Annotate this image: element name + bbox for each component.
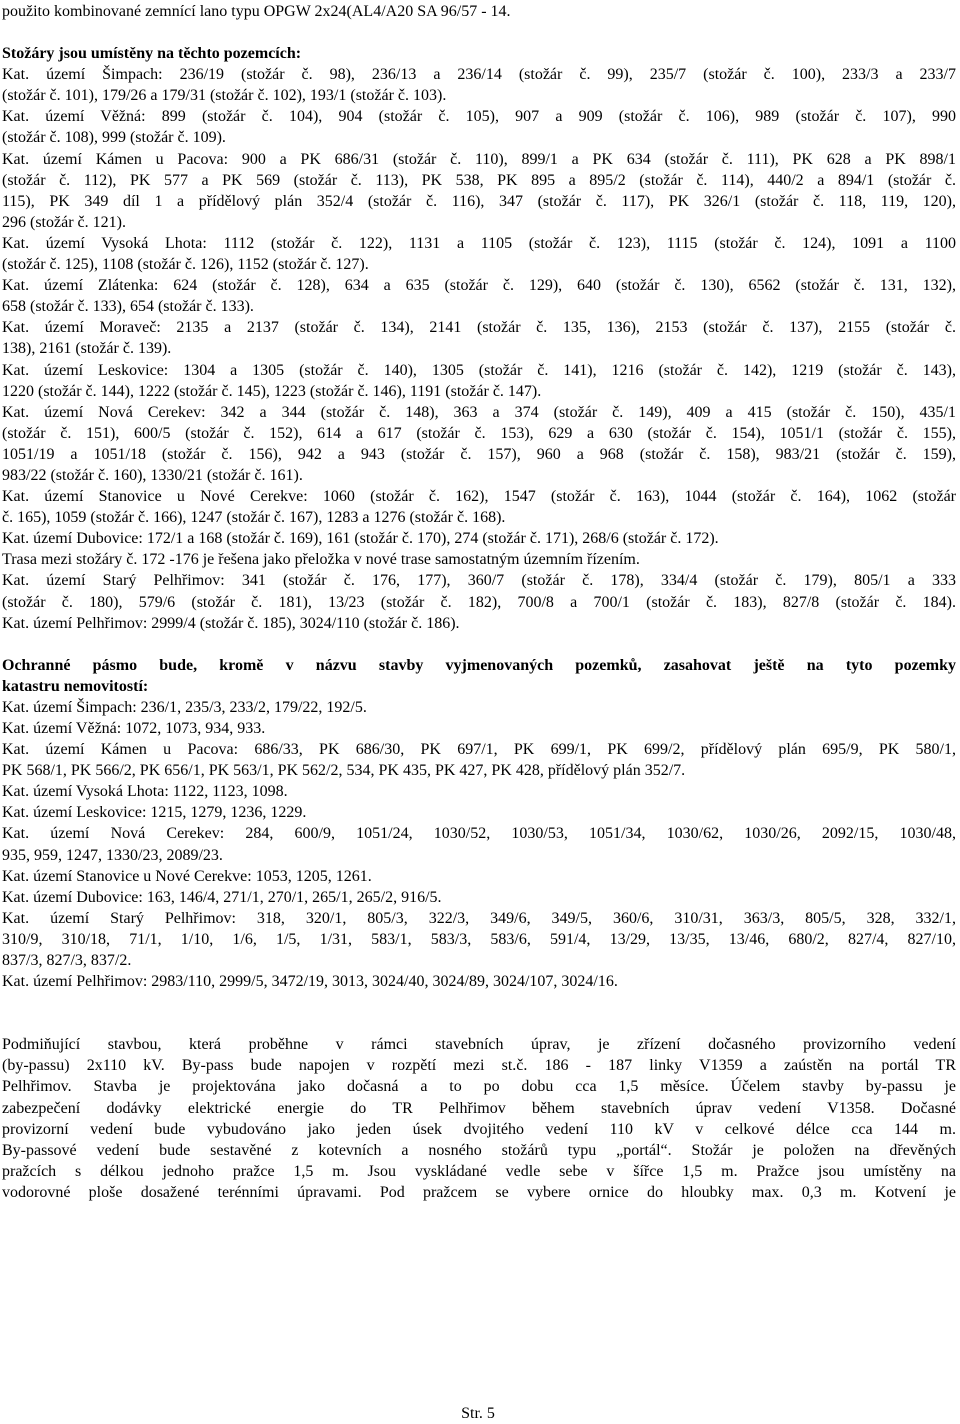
text-line: 310/9, 310/18, 71/1, 1/10, 1/6, 1/5, 1/31, 583/1, 583/3, 583/6, 591/4, 13/29, 13/35, 13/46, 680/2, 827/4, 827/10, bbox=[2, 930, 956, 948]
section-paragraph bbox=[2, 64, 956, 634]
text-line: 935, 959, 1247, 1330/23, 2089/23. bbox=[2, 846, 223, 864]
text-line: Kat. území Šimpach: 236/19 (stožár č. 98), 236/13 a 236/14 (stožár č. 99), 235/7 (stožár č. 100), 233/3 a 233/7 bbox=[2, 66, 956, 84]
text-line: (stožár č. 180), 579/6 (stožár č. 181), 13/23 (stožár č. 182), 700/8 a 700/1 (stožár č. 183), 827/8 (stožár č. 184). bbox=[2, 593, 956, 611]
text-line: Kat. území Pelhřimov: 2999/4 (stožár č. 185), 3024/110 (stožár č. 186). bbox=[2, 614, 460, 632]
text-line: 138), 2161 (stožár č. 139). bbox=[2, 340, 172, 358]
text-line: (stožár č. 151), 600/5 (stožár č. 152), 614 a 617 (stožár č. 153), 629 a 630 (stožár č. 154), 1051/1 (stožár č. 155), bbox=[2, 424, 956, 442]
text-line: 1220 (stožár č. 144), 1222 (stožár č. 145), 1223 (stožár č. 146), 1191 (stožár č. 147). bbox=[2, 382, 542, 400]
text-line: Kat. území Věžná: 1072, 1073, 934, 933. bbox=[2, 720, 266, 737]
section-bypass bbox=[2, 1034, 956, 1203]
text-line: Kat. území Starý Pelhřimov: 318, 320/1, 805/3, 322/3, 349/6, 349/5, 360/6, 310/31, 363/3, 805/5, 328, 332/1, bbox=[2, 909, 956, 927]
spacer bbox=[2, 22, 956, 43]
text-line: Kat. území Dubovice: 163, 146/4, 271/1, 270/1, 265/1, 265/2, 916/5. bbox=[2, 888, 442, 906]
text-line: Kat. území Věžná: 899 (stožár č. 104), 904 (stožár č. 105), 907 a 909 (stožár č. 106), 989 (stožár č. 107), 990 bbox=[2, 108, 956, 126]
text-line: zabezpečení dodávky elektrické energie do TR Pelhřimov během stavebních úprav vedení V1358. Dočasné bbox=[2, 1099, 956, 1117]
text-line: 1051/19 a 1051/18 (stožár č. 156), 942 a 943 (stožár č. 157), 960 a 968 (stožár č. 158), 983/21 (stožár č. 159), bbox=[2, 445, 956, 463]
text-line: Kat. území Dubovice: 172/1 a 168 (stožár č. 169), 161 (stožár č. 170), 274 (stožár č. 171), 268/6 (stožár č. 172). bbox=[2, 530, 719, 548]
text-line: Kat. území Vysoká Lhota: 1112 (stožár č. 122), 1131 a 1105 (stožár č. 123), 1115 (stožár č. 124), 1091 a 1100 bbox=[2, 234, 956, 252]
document-body bbox=[2, 1, 956, 1203]
text-line: 983/22 (stožár č. 160), 1330/21 (stožár č. 161). bbox=[2, 466, 303, 484]
spacer bbox=[2, 634, 956, 655]
text-line: (stožár č. 125), 1108 (stožár č. 126), 1152 (stožár č. 127). bbox=[2, 256, 369, 274]
text-line: Ochranné pásmo bude, kromě v názvu stavby vyjmenovaných pozemků, zasahovat ještě na tyto pozemky bbox=[2, 656, 956, 674]
text-line: Trasa mezi stožáry č. 172 -176 je řešena jako přeložka v nové trase samostatným územním řízením. bbox=[2, 551, 640, 569]
page-number: Str. 5 bbox=[461, 1405, 495, 1422]
text-line: vodorovné ploše dosažené terénními úpravami. Pod pražcem se vybere ornice do hloubky max. 0,3 m. Kotvení je bbox=[2, 1183, 956, 1201]
spacer bbox=[2, 1013, 956, 1034]
text-line: 296 (stožár č. 121). bbox=[2, 213, 126, 231]
text-line: PK 568/1, PK 566/2, PK 656/1, PK 563/1, PK 562/2, 534, PK 435, PK 427, PK 428, přídělový plán 352/7. bbox=[2, 762, 686, 780]
text-line: (stožár č. 108), 999 (stožár č. 109). bbox=[2, 129, 226, 147]
text-line: Kat. území Nová Cerekev: 284, 600/9, 1051/24, 1030/52, 1030/53, 1051/34, 1030/62, 1030/26, 2092/15, 1030/48, bbox=[2, 825, 956, 843]
section-paragraph bbox=[2, 1034, 956, 1203]
section-pylon-plots bbox=[2, 43, 956, 634]
text-line: Kat. území Kámen u Pacova: 900 a PK 686/31 (stožár č. 110), 899/1 a PK 634 (stožár č. 111), PK 628 a PK 898/1 bbox=[2, 150, 956, 168]
text-line: č. 165), 1059 (stožár č. 166), 1247 (stožár č. 167), 1283 a 1276 (stožár č. 168). bbox=[2, 509, 506, 527]
section-protection-zone bbox=[2, 655, 956, 993]
text-line: 837/3, 827/3, 837/2. bbox=[2, 952, 132, 970]
section-paragraph bbox=[2, 697, 956, 992]
text-line: By-passové vedení bude sestavěné z kotevních a nosného stožárů typu „portál“. Stožár je položen na dřevěných bbox=[2, 1141, 956, 1159]
text-line: 115), PK 349 díl 1 a přídělový plán 352/4 (stožár č. 116), 347 (stožár č. 117), PK 326/1 (stožár č. 118, 119, 120), bbox=[2, 192, 956, 210]
section-heading bbox=[2, 655, 956, 697]
text-line: Kat. území Vysoká Lhota: 1122, 1123, 1098. bbox=[2, 783, 288, 801]
text-line: katastru nemovitostí: bbox=[2, 677, 149, 695]
text-line: Kat. území Stanovice u Nové Cerekve: 1053, 1205, 1261. bbox=[2, 867, 372, 885]
text-line: (stožár č. 101), 179/26 a 179/31 (stožár č. 102), 193/1 (stožár č. 103). bbox=[2, 87, 447, 105]
text-line: Kat. území Moraveč: 2135 a 2137 (stožár č. 134), 2141 (stožár č. 135, 136), 2153 (stožár č. 137), 2155 (stožár č. bbox=[2, 319, 956, 337]
section-heading: Stožáry jsou umístěny na těchto pozemcích: bbox=[2, 45, 302, 63]
text-line: 658 (stožár č. 133), 654 (stožár č. 133). bbox=[2, 298, 254, 316]
text-line: Kat. území Pelhřimov: 2983/110, 2999/5, 3472/19, 3013, 3024/40, 3024/89, 3024/107, 3024/16. bbox=[2, 973, 618, 991]
text-line: Kat. území Nová Cerekev: 342 a 344 (stožár č. 148), 363 a 374 (stožár č. 149), 409 a 415 (stožár č. 150), 435/1 bbox=[2, 403, 956, 421]
text-line: Kat. území Stanovice u Nové Cerekve: 1060 (stožár č. 162), 1547 (stožár č. 163), 1044 (stožár č. 164), 1062 (stožár bbox=[2, 488, 956, 506]
text-line: (by-passu) 2x110 kV. By-pass bude napojen v rozpětí mezi st.č. 186 - 187 linky V1359 a zaústěn na portál TR bbox=[2, 1057, 956, 1075]
text-line: Kat. území Zlátenka: 624 (stožár č. 128), 634 a 635 (stožár č. 129), 640 (stožár č. 130), 6562 (stožár č. 131, 132), bbox=[2, 277, 956, 295]
intro-line: použito kombinované zemnící lano typu OPGW 2x24(AL4/A20 SA 96/57 - 14. bbox=[2, 3, 511, 20]
spacer bbox=[2, 992, 956, 1013]
text-line: Kat. území Šimpach: 236/1, 235/3, 233/2, 179/22, 192/5. bbox=[2, 698, 367, 716]
text-line: provizorní vedení bude vybudováno jako jeden úsek dvojitého vedení 110 kV v celkové délce cca 144 m. bbox=[2, 1120, 956, 1138]
text-line: (stožár č. 112), PK 577 a PK 569 (stožár č. 113), PK 538, PK 895 a 895/2 (stožár č. 114), 440/2 a 894/1 (stožár č. bbox=[2, 171, 956, 189]
text-line: Kat. území Kámen u Pacova: 686/33, PK 686/30, PK 697/1, PK 699/1, PK 699/2, přídělový plán 695/9, PK 580/1, bbox=[2, 741, 956, 759]
text-line: Pelhřimov. Stavba je projektována jako dočasná a to po dobu cca 1,5 měsíce. Účelem stavby by-passu je bbox=[2, 1078, 956, 1096]
text-line: Kat. území Starý Pelhřimov: 341 (stožár č. 176, 177), 360/7 (stožár č. 178), 334/4 (stožár č. 179), 805/1 a 333 bbox=[2, 572, 956, 590]
text-line: Kat. území Leskovice: 1304 a 1305 (stožár č. 140), 1305 (stožár č. 141), 1216 (stožár č. 142), 1219 (stožár č. 143), bbox=[2, 361, 956, 379]
text-line: Podmiňující stavbou, která proběhne v rámci stavebních úprav, je zřízení dočasného provizorního vedení bbox=[2, 1036, 956, 1054]
text-line: pražcích s délkou jednoho pražce 1,5 m. Jsou vyskládané vedle sebe v šířce 1,5 m. Pražce jsou umístěny na bbox=[2, 1162, 956, 1180]
text-line: Kat. území Leskovice: 1215, 1279, 1236, 1229. bbox=[2, 804, 307, 822]
